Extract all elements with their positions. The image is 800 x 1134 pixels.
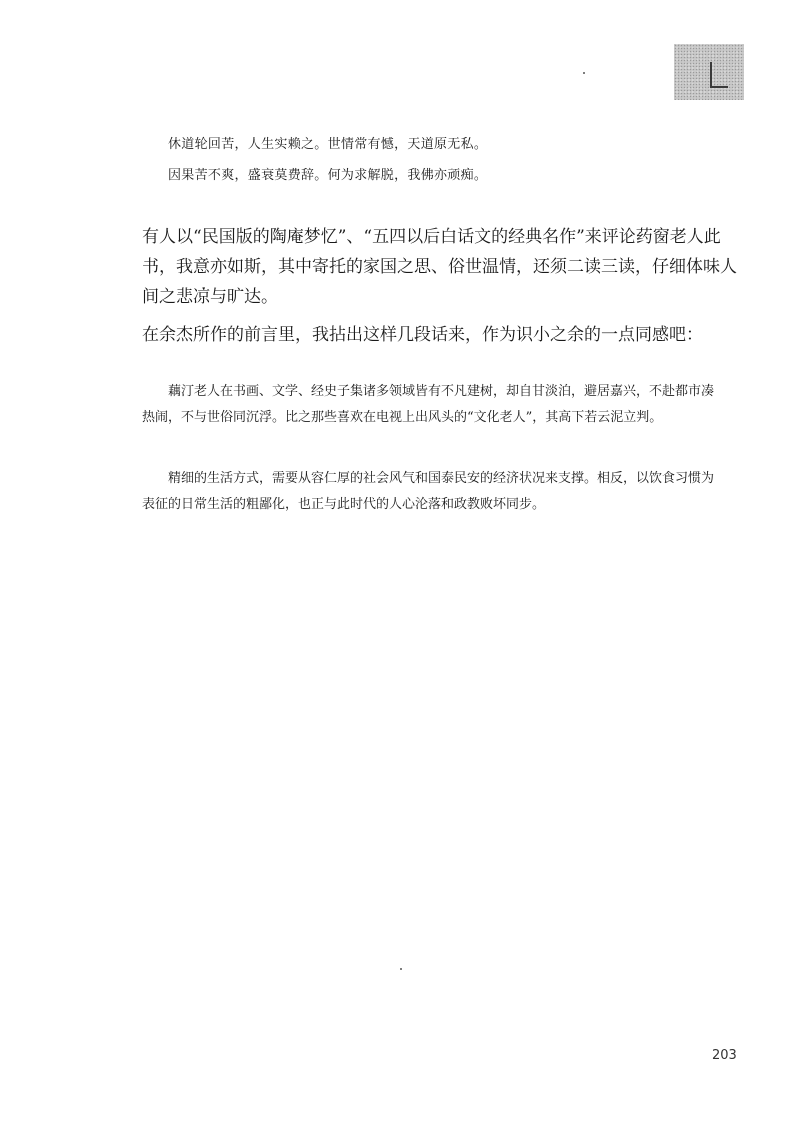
poem-line-2: 因果苦不爽，盛衰莫费辞。何为求解脱，我佛亦顽痴。 xyxy=(168,168,488,183)
scan-speck xyxy=(583,72,585,74)
scan-speck xyxy=(400,968,402,970)
chapter-tab xyxy=(674,44,744,100)
body-paragraph-1: 有人以“民国版的陶庵梦忆”、“五四以后白话文的经典名作”来评论药窗老人此书，我意亦如斯，其中寄托的家国之思、俗世温情，还须二读三读，仔细体味人间之悲凉与旷达。 xyxy=(142,227,737,307)
page-number: 203 xyxy=(712,1048,737,1063)
quote-paragraph-2: 精细的生活方式，需要从容仁厚的社会风气和国泰民安的经济状况来支撑。相反，以饮食习惯为表征的日常生活的粗鄙化，也正与此时代的人心沦落和政教败坏同步。 xyxy=(142,471,715,512)
chapter-marker-glyph xyxy=(710,62,728,88)
poem-line-1: 休道轮回苦，人生实赖之。世情常有憾，天道原无私。 xyxy=(168,137,488,152)
quote-paragraph-1: 藕汀老人在书画、文学、经史子集诸多领域皆有不凡建树，却自甘淡泊，避居嘉兴，不赴都市凑热闹，不与世俗同沉浮。比之那些喜欢在电视上出风头的“文化老人”，其高下若云泥立判。 xyxy=(142,384,715,425)
body-paragraph-2: 在余杰所作的前言里，我拈出这样几段话来，作为识小之余的一点同感吧： xyxy=(142,325,703,345)
